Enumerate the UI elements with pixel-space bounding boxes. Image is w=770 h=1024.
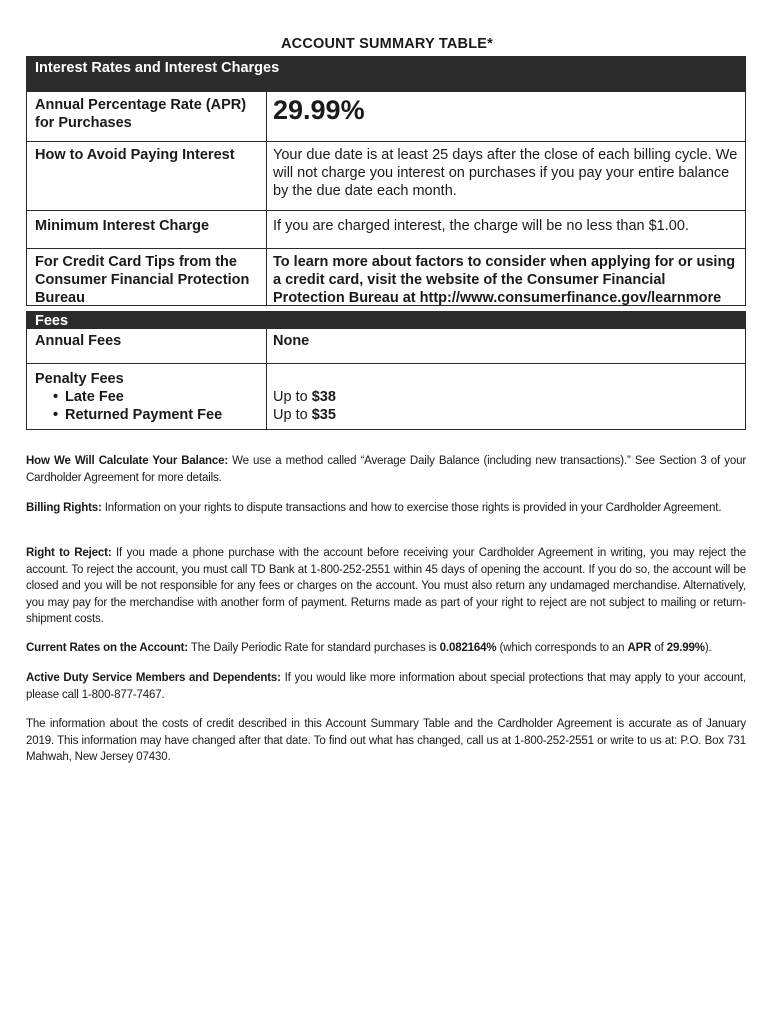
bullet-icon: • [53, 389, 59, 405]
penalty-fees-row [26, 364, 746, 430]
bullet-icon: • [53, 407, 59, 423]
cfpb-tips-text: To learn more about factors to consider when applying for or using a credit card, visit the website of the Consumer Financial Protection Bureau at http://www.consumerfinance.gov/learnmore [273, 254, 736, 306]
document-title: ACCOUNT SUMMARY TABLE* [281, 36, 493, 52]
returned-fee-value: $35 [311, 407, 336, 423]
current-rates-text-4: ). [704, 642, 712, 654]
penalty-fees-cell [27, 364, 267, 429]
annual-fees-value: None [273, 333, 310, 349]
current-rates-text-1: The Daily Periodic Rate for standard purchases is [188, 642, 440, 654]
billing-rights-paragraph [26, 500, 746, 517]
penalty-fees-list [35, 388, 258, 424]
minimum-charge-row [26, 211, 746, 249]
apr-value: 29.99% [273, 95, 365, 125]
cfpb-tips-label: For Credit Card Tips from the Consumer Financial Protection Bureau [27, 249, 267, 305]
balance-calculation-title: How We Will Calculate Your Balance: [26, 455, 229, 467]
penalty-fees-values [267, 364, 745, 429]
current-rates-apr: 29.99% [666, 642, 705, 654]
apr-row [26, 92, 746, 142]
avoid-interest-text: Your due date is at least 25 days after the close of each billing cycle. We will not charge you interest on purchases if you pay your entire balance by the due date each month. [273, 147, 738, 199]
current-rates-paragraph [26, 640, 746, 657]
returned-payment-fee-label: Returned Payment Fee [65, 407, 223, 423]
returned-fee-up-to: Up to [273, 407, 308, 423]
current-rates-text-2: (which corresponds to an [496, 642, 628, 654]
late-fee-value: $38 [311, 389, 336, 405]
fees-table [26, 311, 746, 430]
late-fee-up-to: Up to [273, 389, 308, 405]
military-paragraph [26, 670, 746, 703]
returned-payment-fee-item [35, 406, 258, 424]
daily-periodic-rate: 0.082164% [439, 642, 497, 654]
annual-fees-label: Annual Fees [27, 329, 267, 363]
military-title: Active Duty Service Members and Dependents: [26, 672, 281, 684]
accuracy-text: The information about the costs of credit described in this Account Summary Table and the Cardholder Agreement is accurate as of January 2019. This information may have changed after that date. To find out what has changed, call us at 1-800-252-2551 or write to us at: P.O. Box 731 Mahwah, New Jersey 07430. [26, 718, 746, 763]
minimum-charge-label: Minimum Interest Charge [27, 211, 267, 248]
minimum-charge-text: If you are charged interest, the charge will be no less than $1.00. [273, 218, 689, 234]
late-fee-value-line [273, 388, 739, 406]
military-text: If you would like more information about special protections that may apply to your account, please call 1-800-877-7467. [26, 672, 746, 701]
avoid-interest-row [26, 142, 746, 211]
current-rates-apr-label: APR [627, 642, 652, 654]
billing-rights-text: Information on your rights to dispute transactions and how to exercise those rights is provided in your Cardholder Agreement. [101, 502, 722, 514]
balance-calculation-paragraph [26, 453, 746, 486]
penalty-fees-label: Penalty Fees [35, 371, 124, 387]
cfpb-tips-row [26, 249, 746, 306]
late-fee-item [35, 388, 258, 406]
fees-section-heading: Fees [26, 311, 746, 329]
interest-rates-table [26, 56, 746, 306]
right-to-reject-text: If you made a phone purchase with the account before receiving your Cardholder Agreement in writing, you may reject the account. To reject the account, you must call TD Bank at 1-800-252-2551 within 45 days of opening the account. If you do so, the account will be closed and you will be not responsible for any fees or charges on the account. You must also return any undamaged merchandise. Alternatively, you may pay for the merchandise with another form of payment. Returns made as part of your right to reject are not subject to mailing or return-shipment costs. [26, 547, 746, 625]
current-rates-text-3: of [651, 642, 667, 654]
apr-label: Annual Percentage Rate (APR) for Purchases [27, 92, 267, 141]
late-fee-label: Late Fee [65, 389, 124, 405]
right-to-reject-paragraph [26, 545, 746, 628]
returned-fee-value-line [273, 406, 739, 424]
current-rates-title: Current Rates on the Account: [26, 642, 188, 654]
accuracy-paragraph [26, 716, 746, 766]
annual-fees-row [26, 329, 746, 364]
billing-rights-title: Billing Rights: [26, 502, 102, 514]
right-to-reject-title: Right to Reject: [26, 547, 112, 559]
balance-calculation-text: We use a method called “Average Daily Balance (including new transactions).” See Section 3 of your Cardholder Agreement for more details. [26, 455, 746, 484]
avoid-interest-label: How to Avoid Paying Interest [27, 142, 267, 210]
interest-section-heading: Interest Rates and Interest Charges [26, 56, 746, 92]
